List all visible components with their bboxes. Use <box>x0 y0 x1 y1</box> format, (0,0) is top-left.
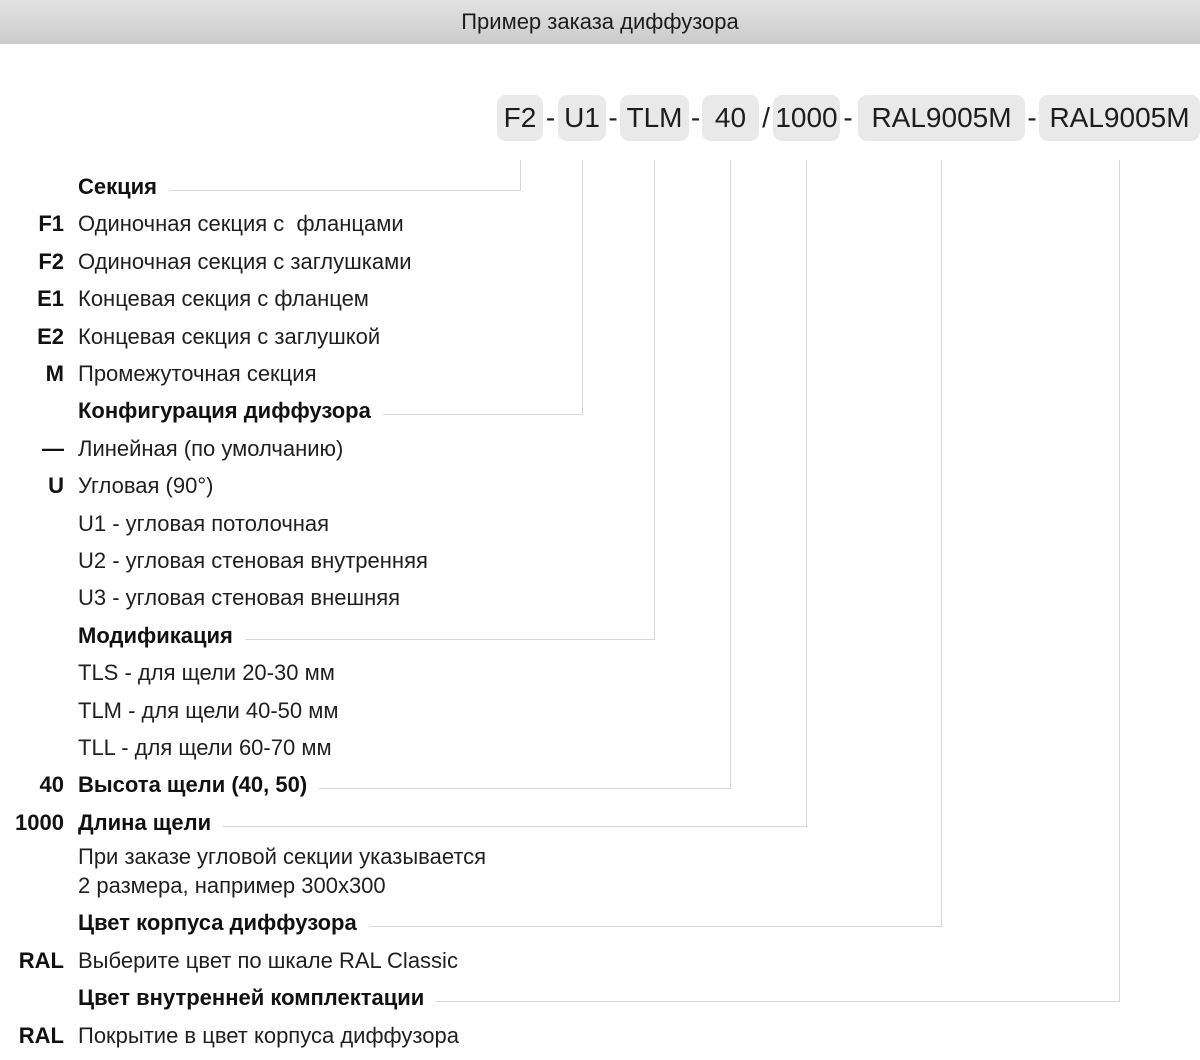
row-label: Концевая секция с фланцем <box>78 286 369 311</box>
legend-heading-inner-color <box>0 983 1200 1013</box>
legend-row-f2 <box>0 247 1200 277</box>
row-code: — <box>42 436 64 461</box>
row-code <box>0 396 64 426</box>
legend-row-tls <box>0 658 1200 688</box>
row-label: Цвет корпуса диффузора <box>78 908 369 938</box>
legend-row-f1 <box>0 209 1200 239</box>
row-label: Линейная (по умолчанию) <box>78 436 344 461</box>
row-label: Угловая (90°) <box>78 473 214 498</box>
order-code-segment-modification: TLM <box>620 95 689 141</box>
legend-row-ral-inner <box>0 1021 1200 1051</box>
legend-heading-configuration <box>0 396 1200 426</box>
row-label: Высота щели (40, 50) <box>78 770 319 800</box>
page-title: Пример заказа диффузора <box>461 9 739 34</box>
legend-heading-body-color <box>0 908 1200 938</box>
row-code <box>0 583 64 613</box>
row-label: Длина щели <box>78 808 223 838</box>
legend-row-m <box>0 359 1200 389</box>
row-code: M <box>45 361 64 386</box>
row-code: F1 <box>38 211 64 236</box>
legend-row-linear <box>0 434 1200 464</box>
row-label: Промежуточная секция <box>78 361 317 386</box>
order-code-segment-inner-color: RAL9005M <box>1039 95 1200 141</box>
order-code-separator: - <box>690 102 701 133</box>
legend-row-u2 <box>0 546 1200 576</box>
legend-heading-slot-length <box>0 808 1200 838</box>
row-label: Выберите цвет по шкале RAL Classic <box>78 948 458 973</box>
legend-row-tll <box>0 733 1200 763</box>
order-code-segment-configuration: U1 <box>558 95 606 141</box>
row-code <box>0 983 64 1013</box>
row-label: Конфигурация диффузора <box>78 396 383 426</box>
row-code: E2 <box>37 324 64 349</box>
title-bar <box>0 0 1200 44</box>
row-label: TLL - для щели 60-70 мм <box>78 735 332 760</box>
row-label: Одиночная секция с фланцами <box>78 211 404 236</box>
row-code: U <box>48 473 64 498</box>
row-code <box>0 908 64 938</box>
legend-row-e2 <box>0 322 1200 352</box>
legend-row-tlm <box>0 696 1200 726</box>
row-label: При заказе угловой секции указывается <box>78 844 487 869</box>
order-code-segment-section: F2 <box>497 95 543 141</box>
legend-heading-slot-height <box>0 770 1200 800</box>
legend-note-line2 <box>0 871 1200 901</box>
row-label: Секция <box>78 172 169 202</box>
legend-row-u <box>0 471 1200 501</box>
legend-row-u3 <box>0 583 1200 613</box>
row-code <box>0 621 64 651</box>
row-code: RAL <box>18 948 64 973</box>
legend-heading-section <box>0 172 1200 202</box>
order-code-segment-slot-height: 40 <box>702 95 759 141</box>
row-label: Концевая секция с заглушкой <box>78 324 381 349</box>
row-label: U3 - угловая стеновая внешняя <box>78 585 401 610</box>
legend-note-line1 <box>0 842 1200 872</box>
row-code <box>0 733 64 763</box>
row-code: 40 <box>39 772 64 797</box>
row-label: Модификация <box>78 621 245 651</box>
row-label: TLM - для щели 40-50 мм <box>78 698 339 723</box>
legend-row-u1 <box>0 509 1200 539</box>
row-label: U2 - угловая стеновая внутренняя <box>78 548 428 573</box>
row-label: U1 - угловая потолочная <box>78 511 330 536</box>
row-code: E1 <box>37 286 64 311</box>
legend-row-ral-body <box>0 946 1200 976</box>
row-code <box>0 172 64 202</box>
row-code <box>0 509 64 539</box>
row-label: Одиночная секция с заглушками <box>78 249 412 274</box>
order-code-segment-slot-length: 1000 <box>773 95 840 141</box>
row-code <box>0 871 64 901</box>
row-code <box>0 546 64 576</box>
order-code-separator: - <box>545 102 556 133</box>
row-label: Покрытие в цвет корпуса диффузора <box>78 1023 459 1048</box>
row-code <box>0 696 64 726</box>
row-label: TLS - для щели 20-30 мм <box>78 660 335 685</box>
order-code-separator: - <box>1027 102 1037 133</box>
order-code-separator-slash: / <box>762 102 770 133</box>
row-code: F2 <box>38 249 64 274</box>
row-label: Цвет внутренней комплектации <box>78 983 436 1013</box>
order-code-separator: - <box>608 102 618 133</box>
row-code: RAL <box>18 1023 64 1048</box>
row-label: 2 размера, например 300x300 <box>78 873 386 898</box>
row-code <box>0 842 64 872</box>
order-code-segment-body-color: RAL9005M <box>858 95 1025 141</box>
row-code: 1000 <box>15 810 64 835</box>
legend-heading-modification <box>0 621 1200 651</box>
row-code <box>0 658 64 688</box>
order-code-separator: - <box>843 102 853 133</box>
legend-row-e1 <box>0 284 1200 314</box>
